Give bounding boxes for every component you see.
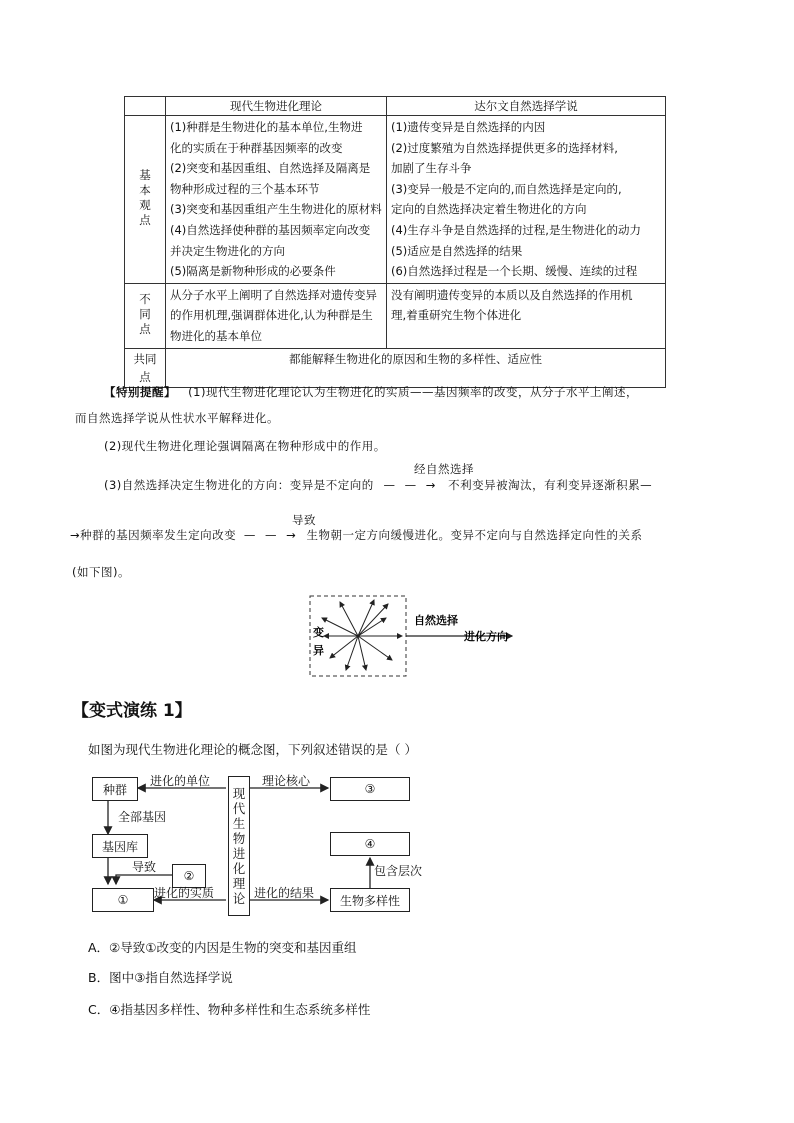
note-text: 不利变异被淘汰，有利变异逐渐积累 — [448, 478, 641, 492]
table-line: (6)自然选择过程是一个长期、缓慢、连续的过程 — [391, 264, 638, 279]
row-label-basic — [125, 116, 166, 284]
concept-diagram — [88, 770, 428, 920]
table-row-basic — [125, 116, 666, 284]
note-text: 种群的基因频率发生定向改变 — [80, 528, 237, 542]
note-tag: 【特别提醒】 — [104, 385, 176, 399]
table-line: 物进化的基本单位 — [170, 328, 262, 343]
edge-lead-label: 导致 — [132, 860, 157, 874]
table-row-diff — [125, 283, 666, 348]
dash: — — [640, 478, 653, 492]
edge-unit-label: 进化的单位 — [150, 774, 211, 788]
table-line: 加剧了生存斗争 — [391, 161, 472, 176]
box-4: ④ — [330, 832, 410, 856]
note-line-1 — [104, 382, 638, 402]
table-line: (3)变异一般是不定向的,而自然选择是定向的, — [391, 181, 622, 196]
table-line: (1)种群是生物进化的基本单位,生物进 — [170, 120, 363, 134]
diff-darwin-cell — [387, 283, 666, 348]
note-text: 生物朝一定方向缓慢进化。变异不定向与自然选择定向性的关系 — [306, 528, 643, 542]
basic-modern-cell — [166, 116, 387, 284]
dashed-arrow: — — → — [383, 478, 439, 492]
note-line-6: (如下图)。 — [72, 565, 130, 579]
table-line: (5)隔离是新物种形成的必要条件 — [170, 264, 336, 279]
table-line: (4)生存斗争是自然选择的过程,是生物进化的动力 — [391, 222, 641, 237]
note-line-3: (2)现代生物进化理论强调隔离在物种形成中的作用。 — [104, 439, 386, 453]
variation-selection-figure — [300, 592, 530, 678]
box-population: 种群 — [92, 777, 138, 801]
table-header-empty — [125, 97, 166, 116]
note-line-2: 而自然选择学说从性状水平解释进化。 — [75, 411, 279, 425]
box-1: ① — [92, 888, 154, 912]
arrow-label-selection: 经自然选择 — [414, 462, 474, 476]
edge-essence-label: 进化的实质 — [154, 886, 215, 900]
option-a[interactable]: A．②导致①改变的内因是生物的突变和基因重组 — [88, 940, 357, 955]
note-line-5 — [70, 525, 642, 545]
table-line: (2)突变和基因重组、自然选择及隔离是 — [170, 161, 371, 176]
box-3: ③ — [330, 777, 410, 801]
common-cell: 都能解释生物进化的原因和生物的多样性、适应性 — [166, 348, 666, 387]
row-label-common: 共同点 — [125, 348, 166, 387]
row-label-diff-text: 不同点 — [139, 291, 151, 336]
box-center-theory — [228, 776, 250, 916]
table-line: 的作用机理,强调群体进化,认为种群是生 — [170, 308, 373, 323]
note-text: (1)现代生物进化理论认为生物进化的实质——基因频率的改变，从分子水平上阐述， — [188, 385, 638, 399]
box-biodiversity: 生物多样性 — [330, 888, 410, 912]
question-text: 如图为现代生物进化理论的概念图，下列叙述错误的是（ ） — [88, 742, 417, 757]
arrow-label-lead: 导致 — [292, 513, 316, 527]
option-b[interactable]: B．图中③指自然选择学说 — [88, 970, 233, 985]
table-line: 化的实质在于种群基因频率的改变 — [170, 140, 343, 155]
label-direction: 进化方向 — [464, 631, 508, 643]
table-header-modern: 现代生物进化理论 — [166, 97, 387, 116]
diff-modern-cell — [166, 283, 387, 348]
table-line: (2)过度繁殖为自然选择提供更多的选择材料, — [391, 140, 618, 155]
edge-allgenes-label: 全部基因 — [118, 810, 167, 824]
exercise-title: 【变式演练 1】 — [72, 701, 192, 721]
edge-levels-label: 包含层次 — [374, 864, 423, 878]
table-line: (1)遗传变异是自然选择的内因 — [391, 120, 546, 134]
label-variation-1: 变 — [313, 627, 324, 639]
random-arrows — [322, 600, 402, 670]
basic-darwin-cell — [387, 116, 666, 284]
box-2: ② — [172, 864, 206, 888]
table-line: 并决定生物进化的方向 — [170, 243, 285, 258]
table-line: 定向的自然选择决定着生物进化的方向 — [391, 202, 587, 217]
table-line: 物种形成过程的三个基本环节 — [170, 181, 320, 196]
row-label-diff — [125, 283, 166, 348]
table-line: 理,着重研究生物个体进化 — [391, 308, 522, 323]
note-text: (3)自然选择决定生物进化的方向：变异是不定向的 — [104, 478, 374, 492]
table-line: (4)自然选择使种群的基因频率定向改变 — [170, 222, 371, 237]
label-variation-2: 异 — [313, 645, 324, 657]
table-line: 从分子水平上阐明了自然选择对遗传变异 — [170, 287, 377, 302]
table-line: (3)突变和基因重组产生生物进化的原材料 — [170, 202, 382, 217]
dashed-arrow: — — → — [243, 528, 299, 542]
box-genepool: 基因库 — [92, 834, 148, 858]
edge-result-label: 进化的结果 — [254, 886, 315, 900]
note-line-4 — [104, 475, 652, 495]
label-selection: 自然选择 — [414, 615, 458, 627]
comparison-table — [124, 96, 666, 388]
table-line: 没有阐明遗传变异的本质以及自然选择的作用机 — [391, 287, 633, 302]
table-header-row — [125, 97, 666, 116]
table-line: (5)适应是自然选择的结果 — [391, 243, 523, 258]
arrow: → — [70, 528, 81, 542]
option-c[interactable]: C．④指基因多样性、物种多样性和生态系统多样性 — [88, 1002, 371, 1017]
table-header-darwin: 达尔文自然选择学说 — [387, 97, 666, 116]
center-theory-text: 现代生物进化理论 — [232, 786, 246, 906]
row-label-basic-text: 基本观点 — [139, 168, 151, 228]
edge-core-label: 理论核心 — [262, 774, 311, 788]
